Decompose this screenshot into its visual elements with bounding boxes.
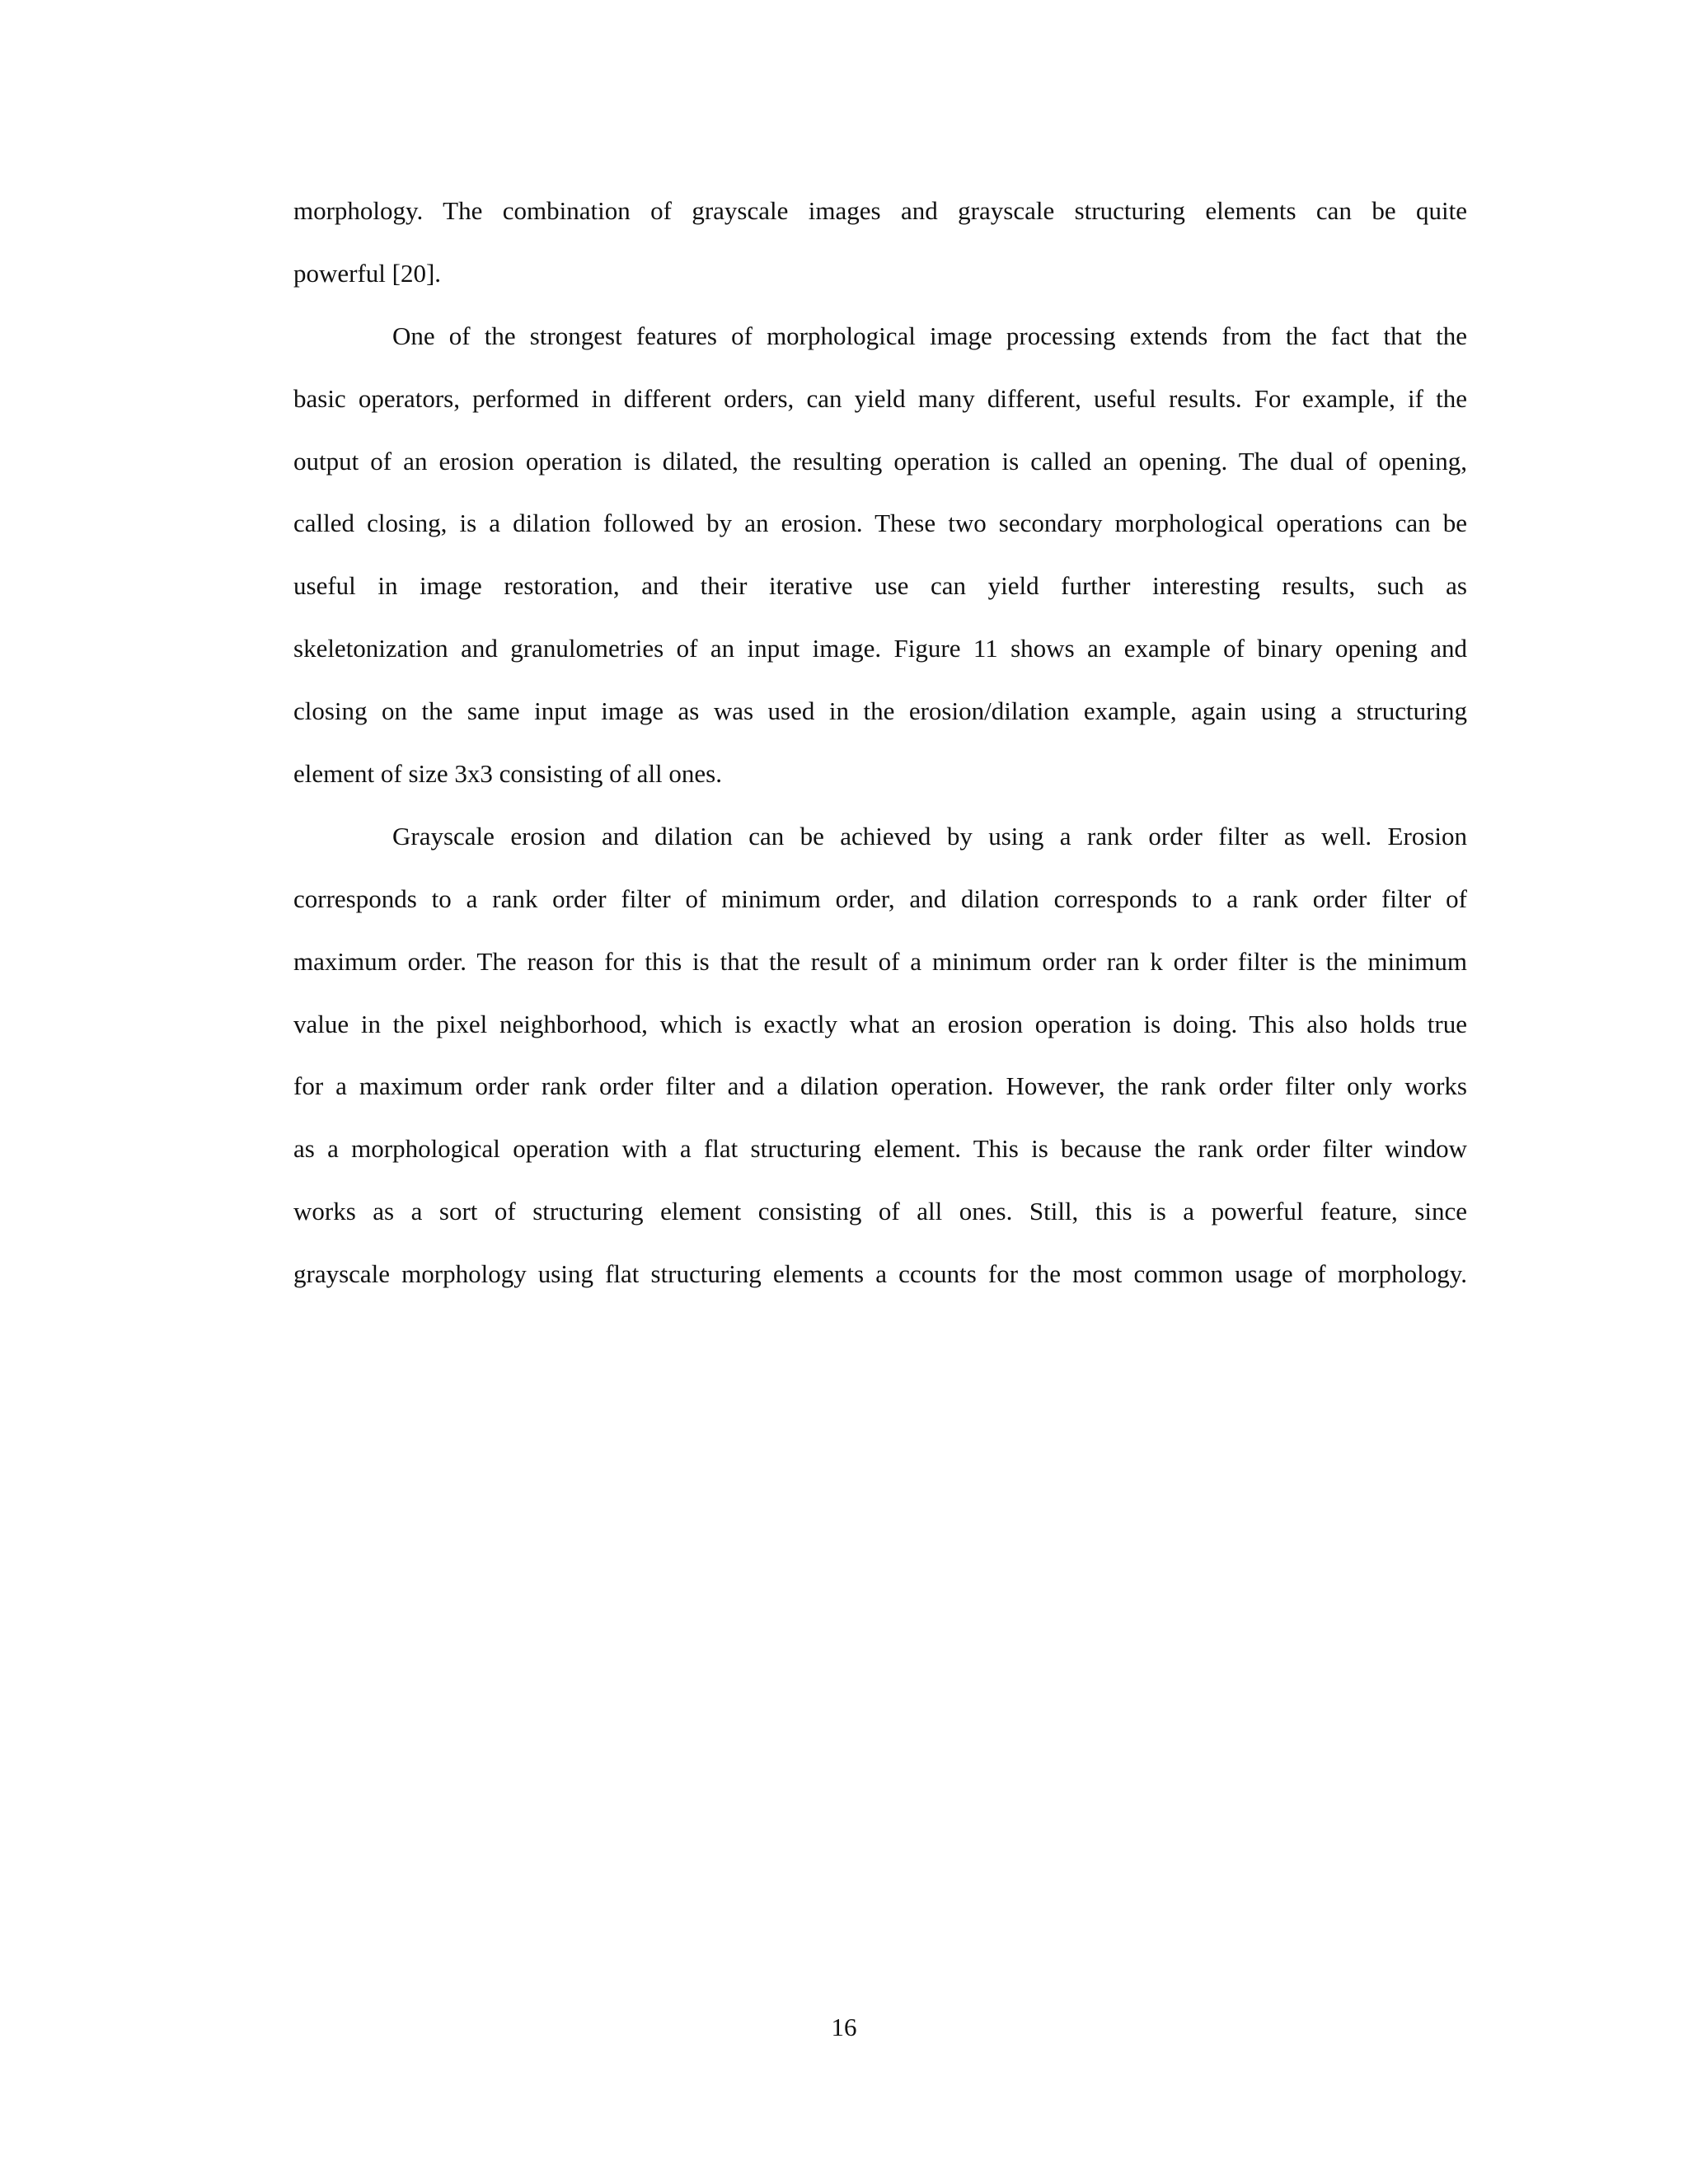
text-line: corresponds to a rank order filter of minimum order, and dilation corresponds to a rank order filter of: [293, 883, 1467, 913]
text-line: morphology. The combination of grayscale images and grayscale structuring elements can be quite: [293, 196, 1467, 225]
text-line: basic operators, performed in different orders, can yield many different, useful results. For example, if the: [293, 383, 1467, 413]
text-line: closing on the same input image as was used in the erosion/dilation example, again using a structuring: [293, 696, 1467, 726]
text-line: output of an erosion operation is dilated, the resulting operation is called an opening. The dual of opening,: [293, 446, 1467, 476]
text-line: powerful [20].: [293, 258, 442, 288]
text-line: One of the strongest features of morphological image processing extends from the fact that the: [392, 321, 1467, 350]
page-number: 16: [831, 2013, 857, 2041]
body-text: [293, 186, 1467, 1312]
text-line: grayscale morphology using flat structuring elements a ccounts for the most common usage of morphology.: [293, 1259, 1467, 1289]
text-line: useful in image restoration, and their iterative use can yield further interesting results, such as: [293, 571, 1467, 601]
text-line: for a maximum order rank order filter and a dilation operation. However, the rank order filter only works: [293, 1071, 1467, 1101]
text-line: as a morphological operation with a flat structuring element. This is because the rank order filter window: [293, 1134, 1467, 1164]
text-line: element of size 3x3 consisting of all ones.: [293, 759, 722, 789]
text-line: value in the pixel neighborhood, which is exactly what an erosion operation is doing. This also holds true: [293, 1009, 1467, 1038]
text-line: works as a sort of structuring element consisting of all ones. Still, this is a powerful feature, since: [293, 1197, 1467, 1226]
text-line: called closing, is a dilation followed by an erosion. These two secondary morphological operations can be: [293, 509, 1467, 538]
text-line: skeletonization and granulometries of an input image. Figure 11 shows an example of binary opening and: [293, 634, 1467, 663]
text-line: Grayscale erosion and dilation can be achieved by using a rank order filter as well. Erosion: [392, 821, 1467, 851]
text-line: maximum order. The reason for this is that the result of a minimum order ran k order filter is the minimum: [293, 946, 1467, 976]
